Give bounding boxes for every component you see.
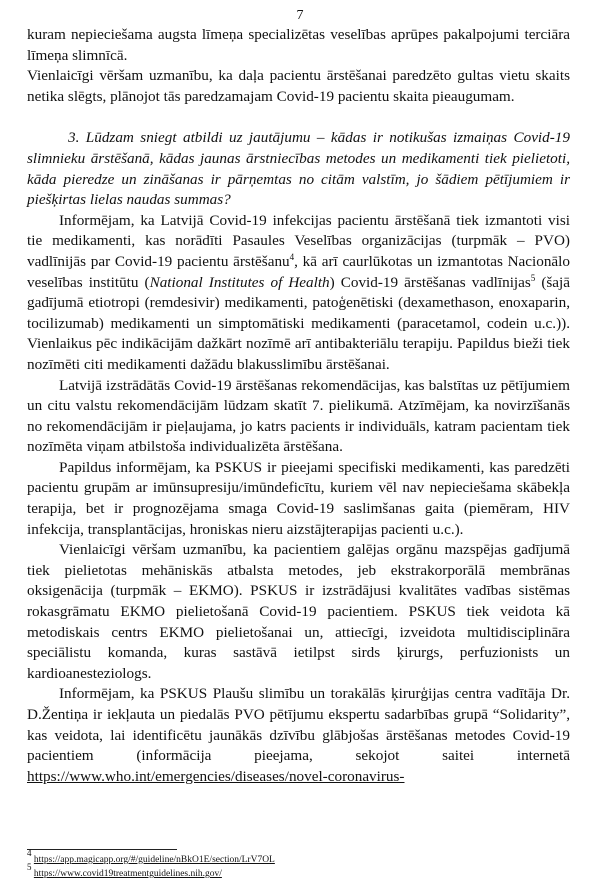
document-body [27, 25, 570, 787]
footnote-ref-5[interactable]: 5 [530, 272, 536, 283]
paragraph-solidarity: Informējam, ka PSKUS Plaušu slimību un torakālās ķirurģijas centra vadītāja Dr. D.Žentiņa ir iekļauta un piedalās PVO pētījumu ekspertu sadarbības grupā “Solidarity”, kas veidota, lai identificētu jaunākās dzīvību glābjošas ārstēšanas metodes Covid-19 pacientiem (informācija pieejama, sekojot saitei internetā https://www.who.int/emergencies/diseases/novel-coronavirus- [27, 685, 570, 785]
who-link[interactable]: https://www.who.int/emergencies/diseases/novel-coronavirus- [27, 767, 405, 785]
paragraph-specific-medicines: Papildus informējam, ka PSKUS ir pieejami specifiski medikamenti, kas paredzēti pacientu grupām ar imūnsupresiju/imūndeficītu, kuriem vēl nav nepieciešama skābekļa terapija, bet ir prognozējama smaga Covid-19 saslimšanas gaita (piemēram, HIV infekcija, transplantācijas, hroniskas nieru aizstājterapijas pacienti u.c.). [27, 458, 570, 538]
footnote-ref-4[interactable]: 4 [289, 251, 295, 262]
page-number: 7 [296, 8, 304, 23]
footnote-4: $^4$ https://app.magicapp.org/#/guideline/nBkO1E/section/LrV7OL [27, 848, 275, 865]
paragraph-ekmo: Vienlaicīgi vēršam uzmanību, ka pacientiem galējas orgānu mazspējas gadījumā tiek pielietotas mehāniskās atbalsta metodes, jeb ekstrakorporālā membrānas oksigenācija (turpmāk – EKMO). PSKUS ir izstrādājusi kvalitātes vadības sistēmas rokasgrāmatu EKMO pielietošanā Covid-19 pacientiem. PSKUS tiek veidota kā metodiskais centrs EKMO pielietošanai un, attiecīgi, izveidota multidisciplināra speciālistu komanda, kuras sastāvā ietilpst sirds ķirurgs, perfuzionists un kardioanesteziologs. [27, 541, 570, 682]
paragraph-medicines: Informējam, ka Latvijā Covid-19 infekcijas pacientu ārstēšanā tiek izmantoti visi tie medikamenti, kas norādīti Pasaules Veselības organizācijas (turpmāk – PVO) vadlīnijās par Covid-19 pacientu ārstēšanu$^4$, kā arī caurlūkotas un izmantotas Nacionālo veselības institūtu (National Institutes of Health) Covid-19 ārstēšanas vadlīnijas$^5$ (šajā gadījumā etiotropi (remdesivir) medikamenti, patoģenētiski (dexamethason, enoxaparin, tocilizumab) medikamenti un simptomātiski medikamenti (paracetamol, codein u.c.)). Vienlaikus pēc indikācijām dažkārt nozīmē arī antibakteriālu terapiju. Papildus bieži tiek nozīmēti citi medikamenti dažādu blakusslimību ārstēšanai. [27, 211, 570, 373]
footnotes [27, 848, 275, 881]
paragraph-beds: Vienlaicīgi vēršam uzmanību, ka daļa pacientu ārstēšanai paredzēto gultas vietu skaits netika slēgts, plānojot tās paredzamajam Covid-19 pacientu skaita pieaugumam. [27, 67, 570, 105]
footnote-5-link[interactable]: https://www.covid19treatmentguidelines.nih.gov/ [33, 869, 222, 879]
paragraph-recommendations: Latvijā izstrādātās Covid-19 ārstēšanas rekomendācijas, kas balstītas uz pētījumiem un citu valstu rekomendācijām lūdzam skatīt 7. pielikumā. Atzīmējam, ka novirzīšanās no rekomendācijām ir pieļaujama, jo katrs pacients ir individuāls, katram pacientam tiek nozīmēta viņam atbilstoša individualizēta ārstēšana. [27, 376, 570, 456]
footnote-divider [27, 849, 177, 850]
question-3: 3. Lūdzam sniegt atbildi uz jautājumu – kādas ir notikušas izmaiņas Covid-19 slimnieku ārstēšanā, kādas jaunas ārstniecības metodes un medikamenti tiek pielietoti, kāda pieredze un zināšanas ir pārņemtas no citām valstīm, jo šādiem pētījumiem ir piešķirtas lielas naudas summas? [27, 129, 570, 209]
footnote-4-link[interactable]: https://app.magicapp.org/#/guideline/nBkO1E/section/LrV7OL [33, 855, 275, 865]
footnote-5: $^5$ https://www.covid19treatmentguidelines.nih.gov/ [27, 862, 222, 879]
paragraph-continuation: kuram nepieciešama augsta līmeņa specializētas veselības aprūpes pakalpojumi terciāra līmeņa slimnīcā. [27, 26, 570, 64]
